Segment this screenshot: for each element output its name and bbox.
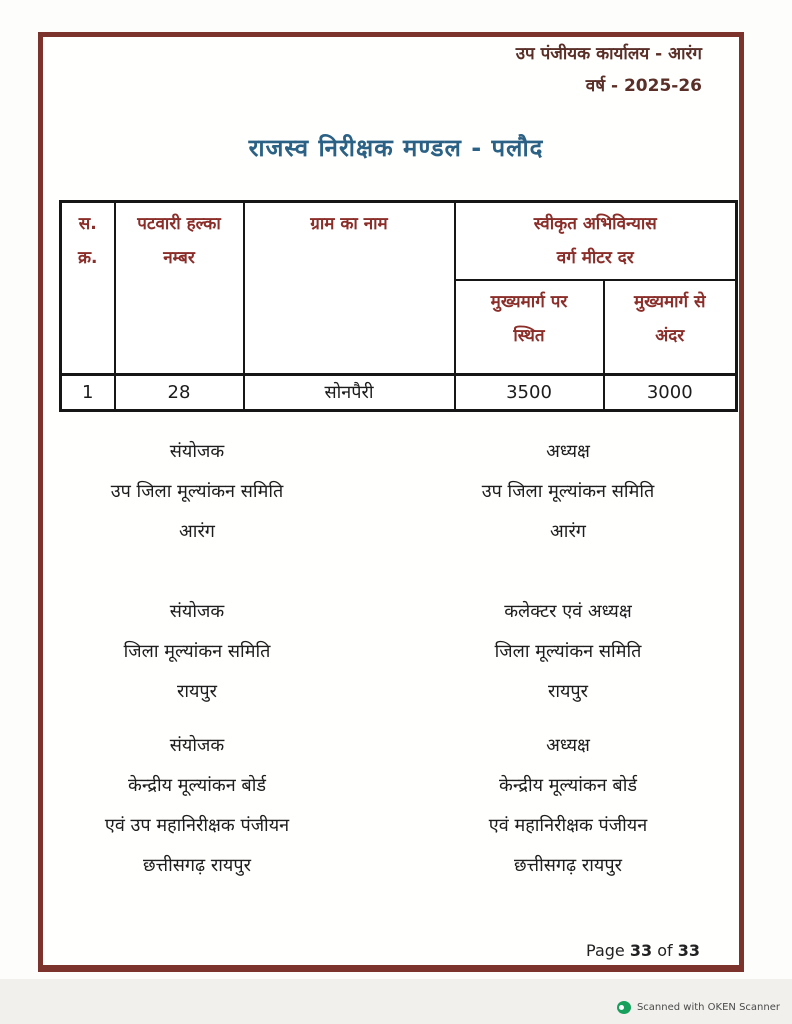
cell-rate-on-main-road: 3500 xyxy=(455,374,604,410)
column-header-serial: स. क्र. xyxy=(61,202,115,375)
signature-block-convener-sub-district: संयोजक उप जिला मूल्यांकन समिति आरंग xyxy=(110,441,284,542)
signature-block-chairman-central-board: अध्यक्ष केन्द्रीय मूल्यांकन बोर्ड एवं महानिरीक्षक पंजीयन छत्तीसगढ़ रायपुर xyxy=(488,735,648,876)
table-header-row-1 xyxy=(61,202,737,281)
oken-scanner-icon xyxy=(617,1001,631,1014)
cell-village-name: सोनपैरी xyxy=(244,374,455,410)
column-header-village-name: ग्राम का नाम xyxy=(244,202,455,375)
rate-table xyxy=(59,200,738,412)
year-label: वर्ष - 2025-26 xyxy=(585,76,702,96)
scan-margin-strip xyxy=(0,979,792,1024)
column-header-inside-main-road: मुख्यमार्ग से अंदर xyxy=(604,280,737,374)
page-number: Page 33 of 33 xyxy=(586,941,700,960)
signature-block-convener-district: संयोजक जिला मूल्यांकन समिति रायपुर xyxy=(123,601,271,702)
cell-rate-inside: 3000 xyxy=(604,374,737,410)
page-title: राजस्व निरीक्षक मण्डल - पलौद xyxy=(248,134,544,162)
cell-halka-number: 28 xyxy=(115,374,244,410)
table-row xyxy=(61,374,737,410)
page-current: 33 xyxy=(629,941,653,960)
cell-serial: 1 xyxy=(61,374,115,410)
scanner-watermark-text: Scanned with OKEN Scanner xyxy=(636,1002,780,1013)
signature-block-chairman-sub-district: अध्यक्ष उप जिला मूल्यांकन समिति आरंग xyxy=(481,441,655,542)
signature-block-convener-central-board: संयोजक केन्द्रीय मूल्यांकन बोर्ड एवं उप महानिरीक्षक पंजीयन छत्तीसगढ़ रायपुर xyxy=(104,735,290,876)
page-total: 33 xyxy=(677,941,700,960)
signature-block-collector-chairman-district: कलेक्टर एवं अध्यक्ष जिला मूल्यांकन समिति रायपुर xyxy=(494,601,642,702)
column-header-halka-number: पटवारी हल्का नम्बर xyxy=(115,202,244,375)
document-header xyxy=(516,38,702,102)
column-header-approved-rate-group: स्वीकृत अभिविन्यास वर्ग मीटर दर xyxy=(455,202,737,281)
column-header-on-main-road: मुख्यमार्ग पर स्थित xyxy=(455,280,604,374)
scanner-watermark xyxy=(617,1001,780,1014)
office-name: उप पंजीयक कार्यालय - आरंग xyxy=(515,44,702,64)
